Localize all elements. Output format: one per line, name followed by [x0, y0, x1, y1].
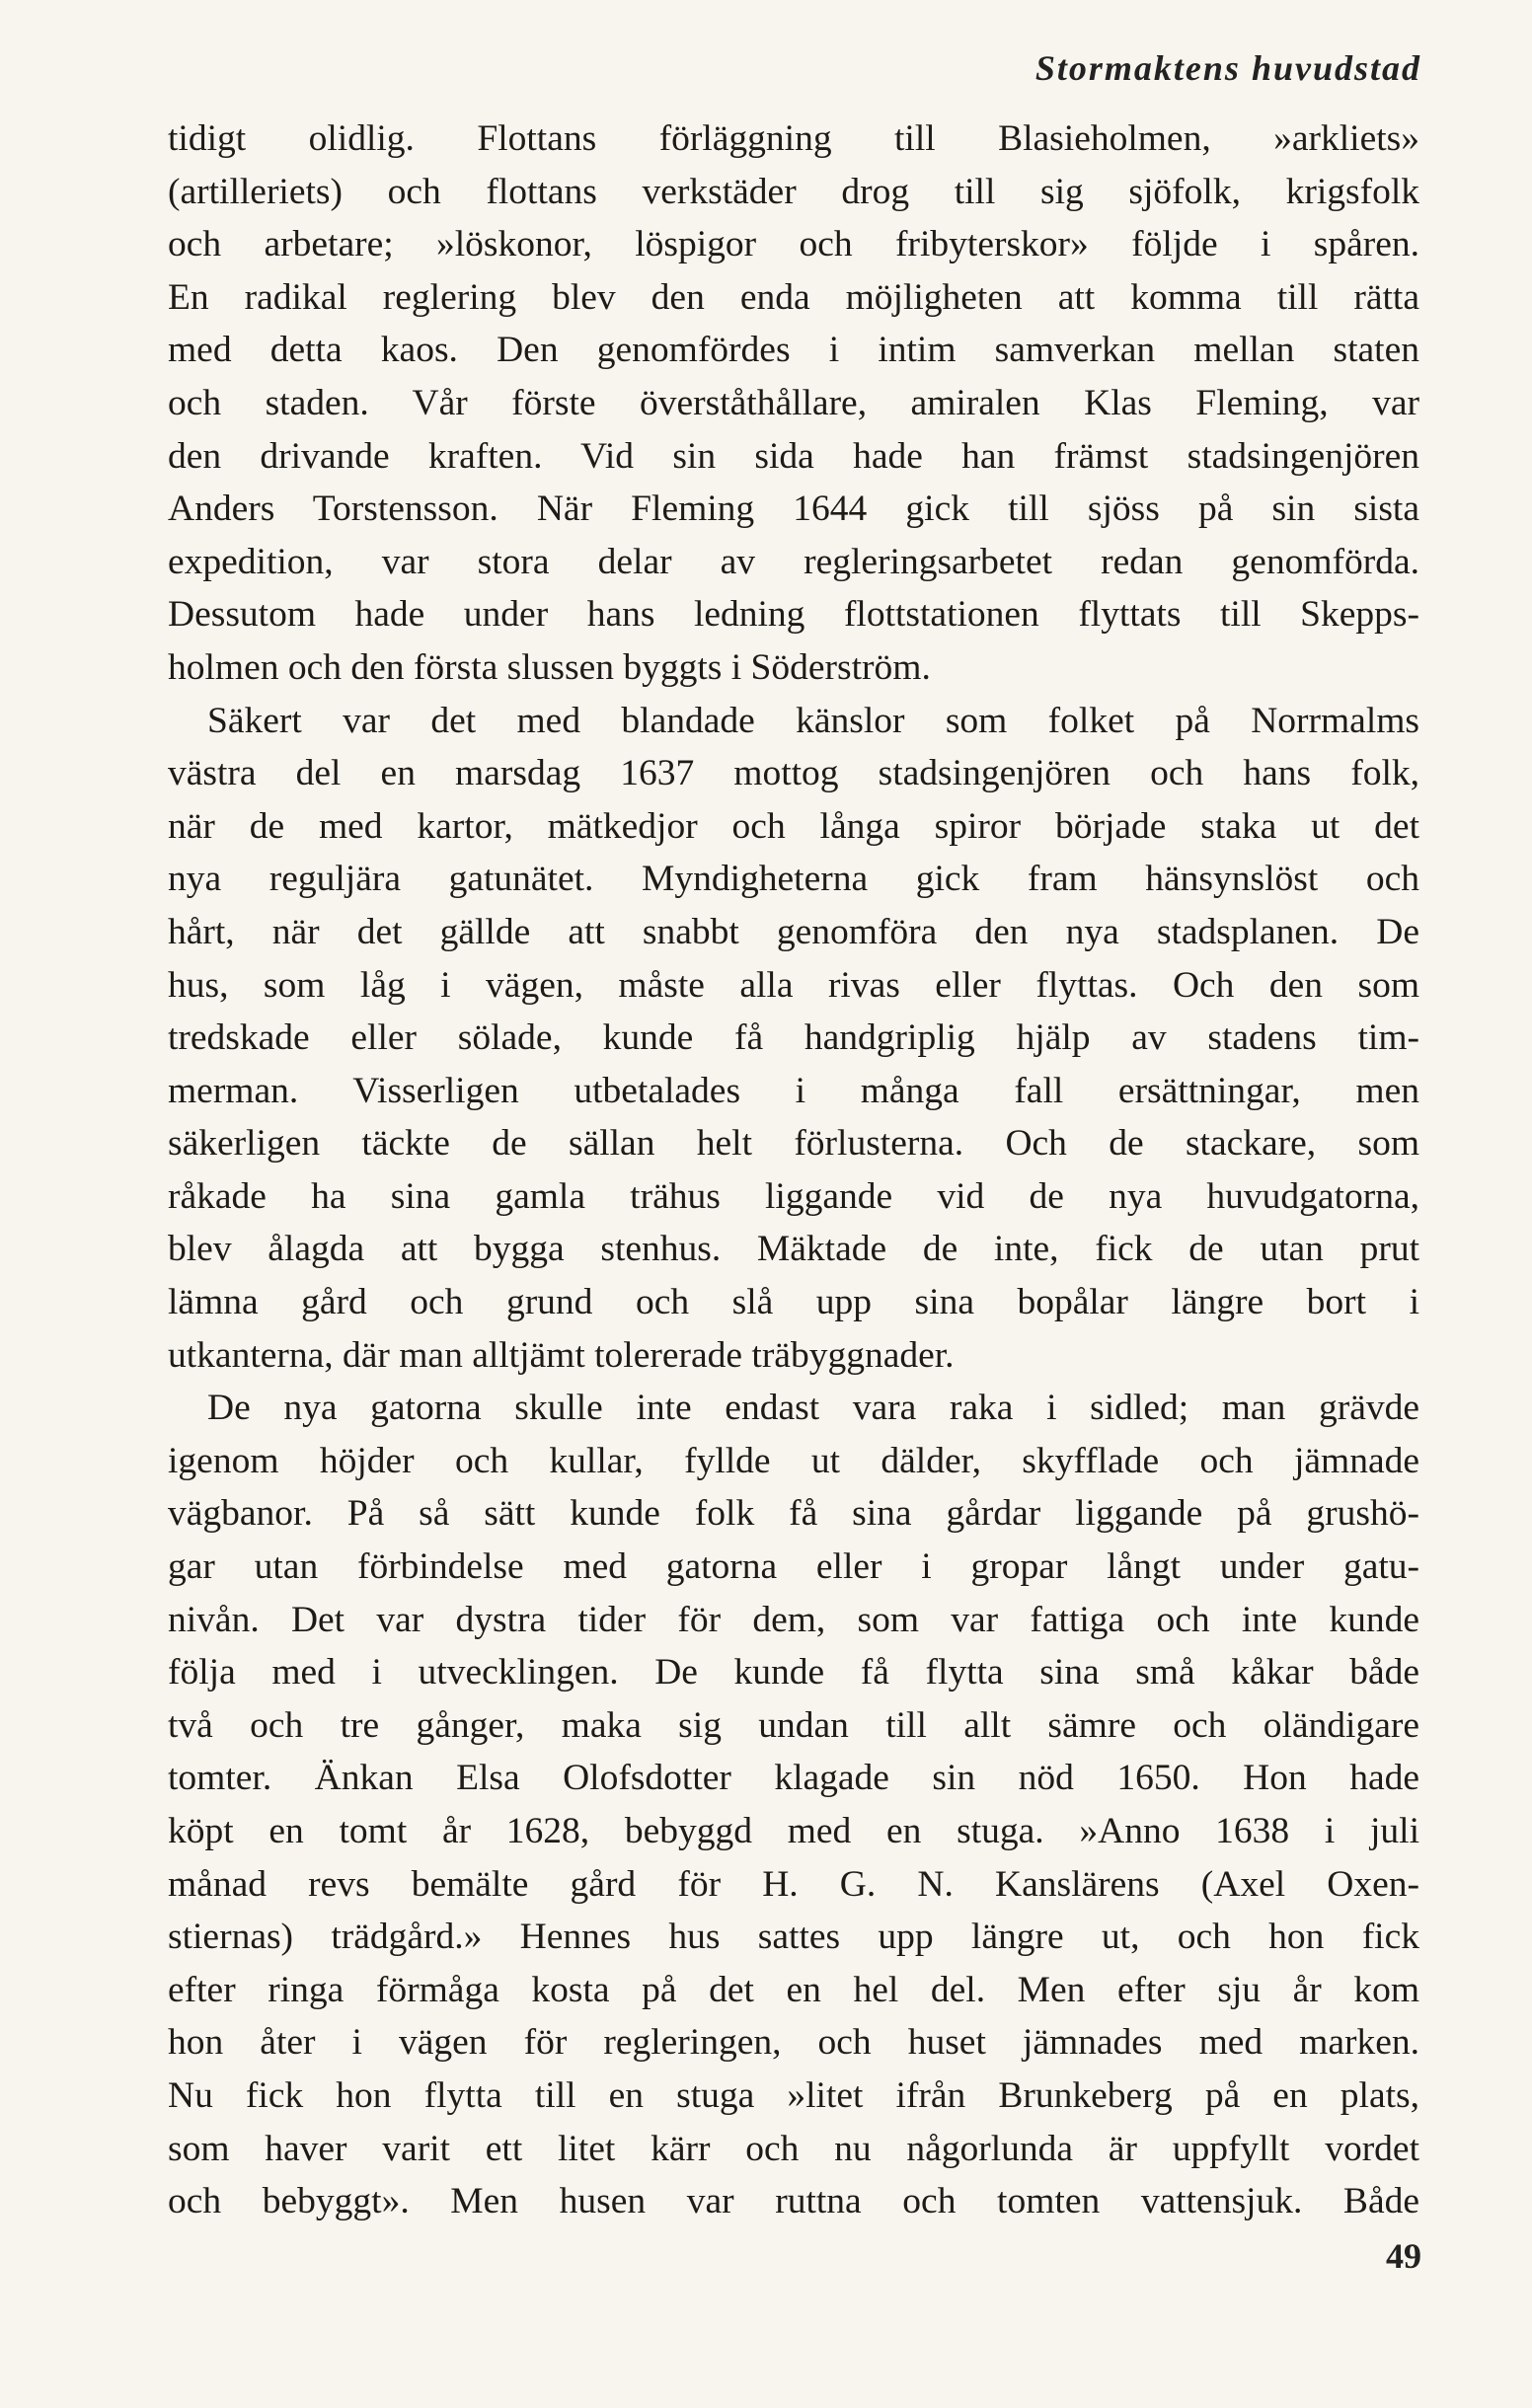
text-line: när de med kartor, mätkedjor och långa spiror började staka ut det	[168, 805, 1419, 847]
body-text	[168, 113, 1419, 2228]
text-line: följa med i utvecklingen. De kunde få flytta sina små kåkar både	[168, 1652, 1419, 1693]
text-line: och arbetare; »löskonor, löspigor och fribyterskor» följde i spåren.	[168, 224, 1419, 265]
text-line: västra del en marsdag 1637 mottog stadsingenjören och hans folk,	[168, 753, 1419, 794]
text-line: råkade ha sina gamla trähus liggande vid de nya huvudgatorna,	[168, 1175, 1419, 1217]
text-line: stiernas) trädgård.» Hennes hus sattes upp längre ut, och hon fick	[168, 1917, 1419, 1958]
text-line: säkerligen täckte de sällan helt förlusterna. Och de stackare, som	[168, 1123, 1419, 1165]
text-line: Anders Torstensson. När Fleming 1644 gick till sjöss på sin sista	[168, 489, 1419, 530]
text-line: De nya gatorna skulle inte endast vara raka i sidled; man grävde	[207, 1388, 1419, 1429]
text-line: Dessutom hade under hans ledning flottstationen flyttats till Skepps-	[168, 594, 1419, 636]
text-line: merman. Visserligen utbetalades i många fall ersättningar, men	[168, 1070, 1419, 1111]
text-line: hon åter i vägen för regleringen, och huset jämnades med marken.	[168, 2022, 1419, 2064]
text-line: blev ålagda att bygga stenhus. Mäktade de inte, fick de utan prut	[168, 1229, 1419, 1270]
text-line: expedition, var stora delar av regleringsarbetet redan genomförda.	[168, 541, 1419, 582]
text-line: vägbanor. På så sätt kunde folk få sina gårdar liggande på grushö-	[168, 1493, 1419, 1535]
text-line: nivån. Det var dystra tider för dem, som var fattiga och inte kunde	[168, 1599, 1419, 1640]
text-line: gar utan förbindelse med gatorna eller i gropar långt under gatu-	[168, 1546, 1419, 1588]
text-line: tomter. Änkan Elsa Olofsdotter klagade sin nöd 1650. Hon hade	[168, 1758, 1419, 1799]
text-line: två och tre gånger, maka sig undan till allt sämre och oländigare	[168, 1704, 1419, 1746]
text-line: (artilleriets) och flottans verkstäder drog till sig sjöfolk, krigsfolk	[168, 171, 1419, 212]
text-line: hus, som låg i vägen, måste alla rivas eller flyttas. Och den som	[168, 964, 1419, 1006]
text-line: hårt, när det gällde att snabbt genomföra den nya stadsplanen. De	[168, 911, 1419, 952]
text-line: och staden. Vår förste överståthållare, amiralen Klas Fleming, var	[168, 382, 1419, 423]
text-line: lämna gård och grund och slå upp sina bopålar längre bort i	[168, 1282, 1419, 1323]
paragraph	[168, 695, 1419, 1383]
text-line: Nu fick hon flytta till en stuga »litet ifrån Brunkeberg på en plats,	[168, 2074, 1419, 2116]
running-header: Stormaktens huvudstad	[1034, 48, 1421, 88]
text-line: månad revs bemälte gård för H. G. N. Kanslärens (Axel Oxen-	[168, 1863, 1419, 1905]
text-line: utkanterna, där man alltjämt tolererade träbyggnader.	[168, 1334, 955, 1376]
text-line: som haver varit ett litet kärr och nu någorlunda är uppfyllt vordet	[168, 2128, 1419, 2169]
text-line: holmen och den första slussen byggts i Söderström.	[168, 646, 931, 688]
text-line: efter ringa förmåga kosta på det en hel del. Men efter sju år kom	[168, 1969, 1419, 2010]
text-line: Säkert var det med blandade känslor som folket på Norrmalms	[207, 700, 1419, 741]
text-line: En radikal reglering blev den enda möjligheten att komma till rätta	[168, 276, 1419, 318]
text-line: den drivande kraften. Vid sin sida hade han främst stadsingenjören	[168, 435, 1419, 477]
text-line: köpt en tomt år 1628, bebyggd med en stuga. »Anno 1638 i juli	[168, 1811, 1419, 1851]
paragraph	[168, 1382, 1419, 2228]
text-line: igenom höjder och kullar, fyllde ut dälder, skyfflade och jämnade	[168, 1440, 1419, 1481]
text-line: nya reguljära gatunätet. Myndigheterna gick fram hänsynslöst och	[168, 859, 1419, 900]
text-line: och bebyggt». Men husen var ruttna och tomten vattensjuk. Både	[168, 2181, 1419, 2222]
text-line: tidigt olidlig. Flottans förläggning till Blasieholmen, »arkliets»	[168, 118, 1419, 159]
page-number: 49	[1386, 2236, 1421, 2276]
paragraph	[168, 113, 1419, 695]
text-line: tredskade eller sölade, kunde få handgriplig hjälp av stadens tim-	[168, 1017, 1419, 1059]
text-line: med detta kaos. Den genomfördes i intim samverkan mellan staten	[168, 330, 1419, 371]
